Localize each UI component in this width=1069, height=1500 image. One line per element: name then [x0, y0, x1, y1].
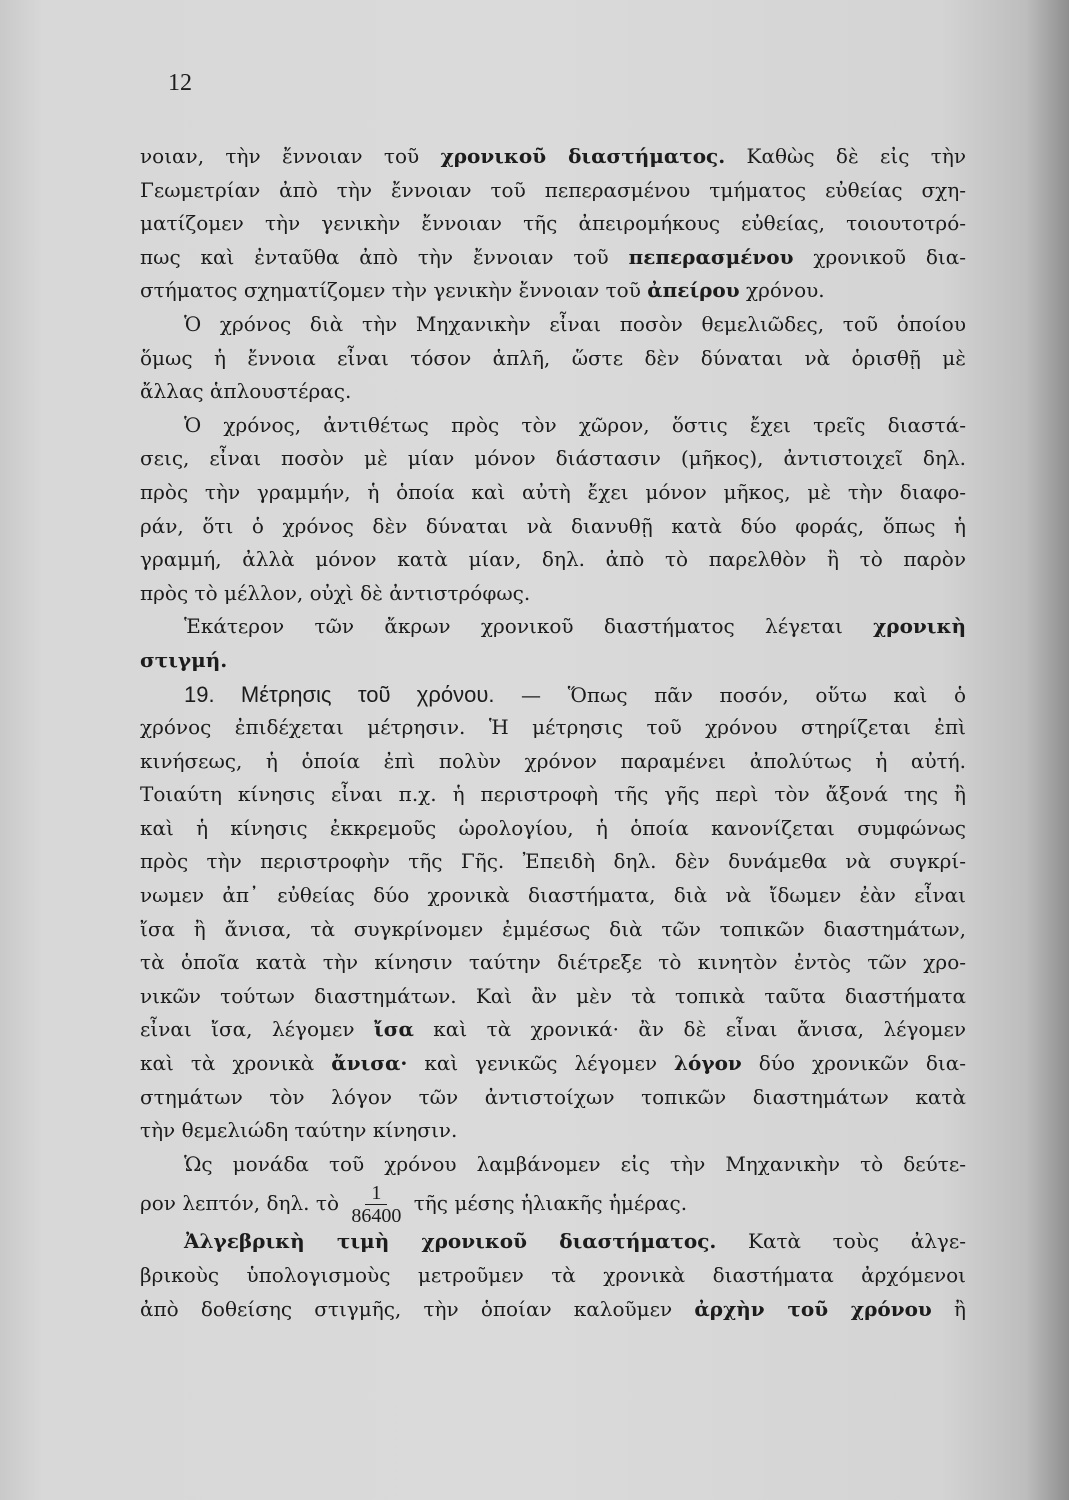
- text-line: [140, 342, 966, 376]
- text-line: [140, 577, 966, 611]
- text-segment: ρον λεπτόν, δηλ. τὸ: [140, 1191, 339, 1216]
- text-line: [140, 1293, 966, 1327]
- text-segment: χρονικοῦ δια-: [793, 244, 966, 269]
- text-segment: γραμμή, ἀλλὰ μόνον κατὰ μίαν, δηλ. ἀπὸ τὸ παρελθὸν ἢ τὸ παρὸν: [140, 547, 966, 572]
- fraction: [351, 1182, 401, 1227]
- text-segment: τὴν θεμελιώδη ταύτην κίνησιν.: [140, 1118, 458, 1143]
- bold-term: λόγον: [674, 1051, 742, 1076]
- text-line: [140, 1259, 966, 1293]
- section-heading: 19. Μέτρησις τοῦ χρόνου.: [184, 681, 495, 707]
- text-segment: Καθὼς δὲ εἰς τὴν: [725, 144, 967, 168]
- text-segment: ὅμως ἡ ἔννοια εἶναι τόσον ἁπλῆ, ὥστε δὲν δύναται νὰ ὁρισθῇ μὲ: [140, 345, 966, 370]
- text-segment: πρὸς τὴν περιστροφὴν τῆς Γῆς. Ἐπειδὴ δηλ. δὲν δυνάμεθα νὰ συγκρί-: [140, 849, 966, 874]
- bold-term: ἀρχὴν τοῦ χρόνου: [694, 1296, 932, 1321]
- text-segment: Γεωμετρίαν ἀπὸ τὴν ἔννοιαν τοῦ πεπερασμένου τμήματος εὐθείας σχη-: [140, 177, 966, 202]
- text-line: [140, 745, 966, 779]
- text-line: [140, 1148, 966, 1182]
- text-line: [140, 946, 966, 980]
- text-segment: νοιαν, τὴν ἔννοιαν τοῦ: [140, 144, 441, 168]
- text-line: [140, 274, 966, 308]
- text-segment: βρικοὺς ὑπολογισμοὺς μετροῦμεν τὰ χρονικὰ διαστήματα ἀρχόμενοι: [140, 1263, 966, 1287]
- text-segment: πρὸς τὸ μέλλον, οὐχὶ δὲ ἀντιστρόφως.: [140, 580, 531, 605]
- fraction-denominator: 86400: [351, 1205, 402, 1228]
- text-line: [140, 1047, 966, 1081]
- text-segment: ράν, ὅτι ὁ χρόνος δὲν δύναται νὰ διανυθῇ κατὰ δύο φοράς, ὅπως ἡ: [140, 513, 966, 538]
- bold-term: χρονικοῦ διαστήματος.: [440, 144, 726, 168]
- text-line: [140, 711, 966, 745]
- text-segment: πρὸς τὴν γραμμήν, ἡ ὁποία καὶ αὐτὴ ἔχει μόνον μῆκος, μὲ τὴν διαφο-: [140, 479, 966, 504]
- bold-term: ἄνισα·: [331, 1051, 408, 1076]
- text-segment: καὶ τὰ χρονικὰ: [140, 1051, 332, 1076]
- text-segment: Τοιαύτη κίνησις εἶναι π.χ. ἡ περιστροφὴ τῆς γῆς περὶ τὸν ἄξονά της ἢ: [140, 782, 966, 807]
- bold-term: στιγμή.: [140, 647, 228, 672]
- text-segment: Ὁ χρόνος διὰ τὴν Μηχανικὴν εἶναι ποσὸν θεμελιῶδες, τοῦ ὁποίου: [184, 311, 966, 336]
- text-line: [140, 778, 966, 812]
- text-line: [140, 644, 966, 678]
- text-block: [140, 140, 966, 1181]
- text-line: [140, 543, 966, 577]
- text-segment: νικῶν τούτων διαστημάτων. Καὶ ἂν μὲν τὰ τοπικὰ ταῦτα διαστήματα: [140, 983, 966, 1008]
- page-number: 12: [168, 70, 192, 96]
- text-line: [140, 1013, 966, 1047]
- text-line: [140, 241, 966, 275]
- text-segment: Ὡς μονάδα τοῦ χρόνου λαμβάνομεν εἰς τὴν Μηχανικὴν τὸ δεύτε-: [184, 1151, 966, 1176]
- text-line: [140, 375, 966, 409]
- fraction-numerator: 1: [365, 1182, 387, 1205]
- text-line: [140, 812, 966, 846]
- text-line: [140, 308, 966, 342]
- text-line: [140, 174, 966, 208]
- text-line: [140, 1225, 966, 1259]
- text-segment: ἄλλας ἁπλουστέρας.: [140, 379, 352, 404]
- bold-term: Ἀλγεβρικὴ τιμὴ χρονικοῦ διαστήματος.: [184, 1229, 717, 1254]
- text-segment: Ὁ χρόνος, ἀντιθέτως πρὸς τὸν χῶρον, ὅστις ἔχει τρεῖς διαστά-: [184, 412, 966, 437]
- text-segment: ἴσα ἢ ἄνισα, τὰ συγκρίνομεν ἐμμέσως διὰ τῶν τοπικῶν διαστημάτων,: [140, 916, 966, 941]
- text-line: [140, 879, 966, 913]
- text-segment: καὶ τὰ χρονικά· ἂν δὲ εἶναι ἄνισα, λέγομεν: [413, 1017, 966, 1042]
- text-line: [140, 980, 966, 1014]
- text-segment: ἀπὸ δοθείσης στιγμῆς, τὴν ὁποίαν καλοῦμεν: [140, 1296, 695, 1321]
- bold-term: χρονικὴ: [873, 614, 966, 639]
- text-line: [140, 913, 966, 947]
- text-segment: καὶ ἡ κίνησις ἐκκρεμοῦς ὡρολογίου, ἡ ὁποία κανονίζεται συμφώνως: [140, 815, 966, 840]
- text-segment: ἢ: [931, 1296, 966, 1321]
- text-segment: νωμεν ἀπ᾿ εὐθείας δύο χρονικὰ διαστήματα, διὰ νὰ ἴδωμεν ἐὰν εἶναι: [140, 883, 966, 908]
- text-segment: τῆς μέσης ἡλιακῆς ἡμέρας.: [413, 1191, 688, 1216]
- text-line: [140, 1081, 966, 1115]
- text-segment: δύο χρονικῶν δια-: [741, 1051, 967, 1076]
- text-segment: πως καὶ ἐνταῦθα ἀπὸ τὴν ἔννοιαν τοῦ: [140, 244, 629, 269]
- text-segment: σεις, εἶναι ποσὸν μὲ μίαν μόνον διάστασιν (μῆκος), ἀντιστοιχεῖ δηλ.: [140, 446, 966, 471]
- text-line: [140, 140, 966, 174]
- text-line: [140, 845, 966, 879]
- text-segment: ματίζομεν τὴν γενικὴν ἔννοιαν τῆς ἀπειρομήκους εὐθείας, τοιουτοτρό-: [140, 211, 966, 236]
- text-segment: — Ὅπως πᾶν ποσόν, οὕτω καὶ ὁ: [494, 682, 966, 707]
- bold-term: ἀπείρου: [647, 278, 740, 303]
- text-segment: τὰ ὁποῖα κατὰ τὴν κίνησιν ταύτην διέτρεξε τὸ κινητὸν ἐντὸς τῶν χρο-: [140, 950, 966, 975]
- text-segment: στήματος σχηματίζομεν τὴν γενικὴν ἔννοιαν τοῦ: [140, 278, 648, 303]
- text-block: [140, 1225, 966, 1326]
- body-text: [140, 140, 966, 1326]
- text-line: [140, 409, 966, 443]
- text-segment: καὶ γενικῶς λέγομεν: [407, 1051, 674, 1076]
- text-segment: Κατὰ τοὺς ἀλγε-: [716, 1229, 967, 1254]
- text-segment: χρόνου.: [739, 278, 825, 303]
- text-segment: κινήσεως, ἡ ὁποία ἐπὶ πολὺν χρόνον παραμένει ἀπολύτως ἡ αὐτή.: [140, 748, 966, 773]
- text-line: [140, 207, 966, 241]
- text-segment: χρόνος ἐπιδέχεται μέτρησιν. Ἡ μέτρησις τοῦ χρόνου στηρίζεται ἐπὶ: [140, 715, 966, 740]
- text-segment: στημάτων τὸν λόγον τῶν ἀντιστοίχων τοπικῶν διαστημάτων κατὰ: [140, 1084, 966, 1109]
- text-line: [140, 1114, 966, 1148]
- text-line: [140, 476, 966, 510]
- text-line: [140, 678, 966, 712]
- bold-term: ἴσα: [374, 1017, 414, 1042]
- text-line: [140, 442, 966, 476]
- text-line: [140, 610, 966, 644]
- fraction-line: [140, 1181, 966, 1228]
- text-segment: εἶναι ἴσα, λέγομεν: [140, 1017, 375, 1042]
- text-line: [140, 510, 966, 544]
- bold-term: πεπερασμένου: [628, 244, 794, 269]
- text-segment: Ἑκάτερον τῶν ἄκρων χρονικοῦ διαστήματος λέγεται: [184, 614, 874, 639]
